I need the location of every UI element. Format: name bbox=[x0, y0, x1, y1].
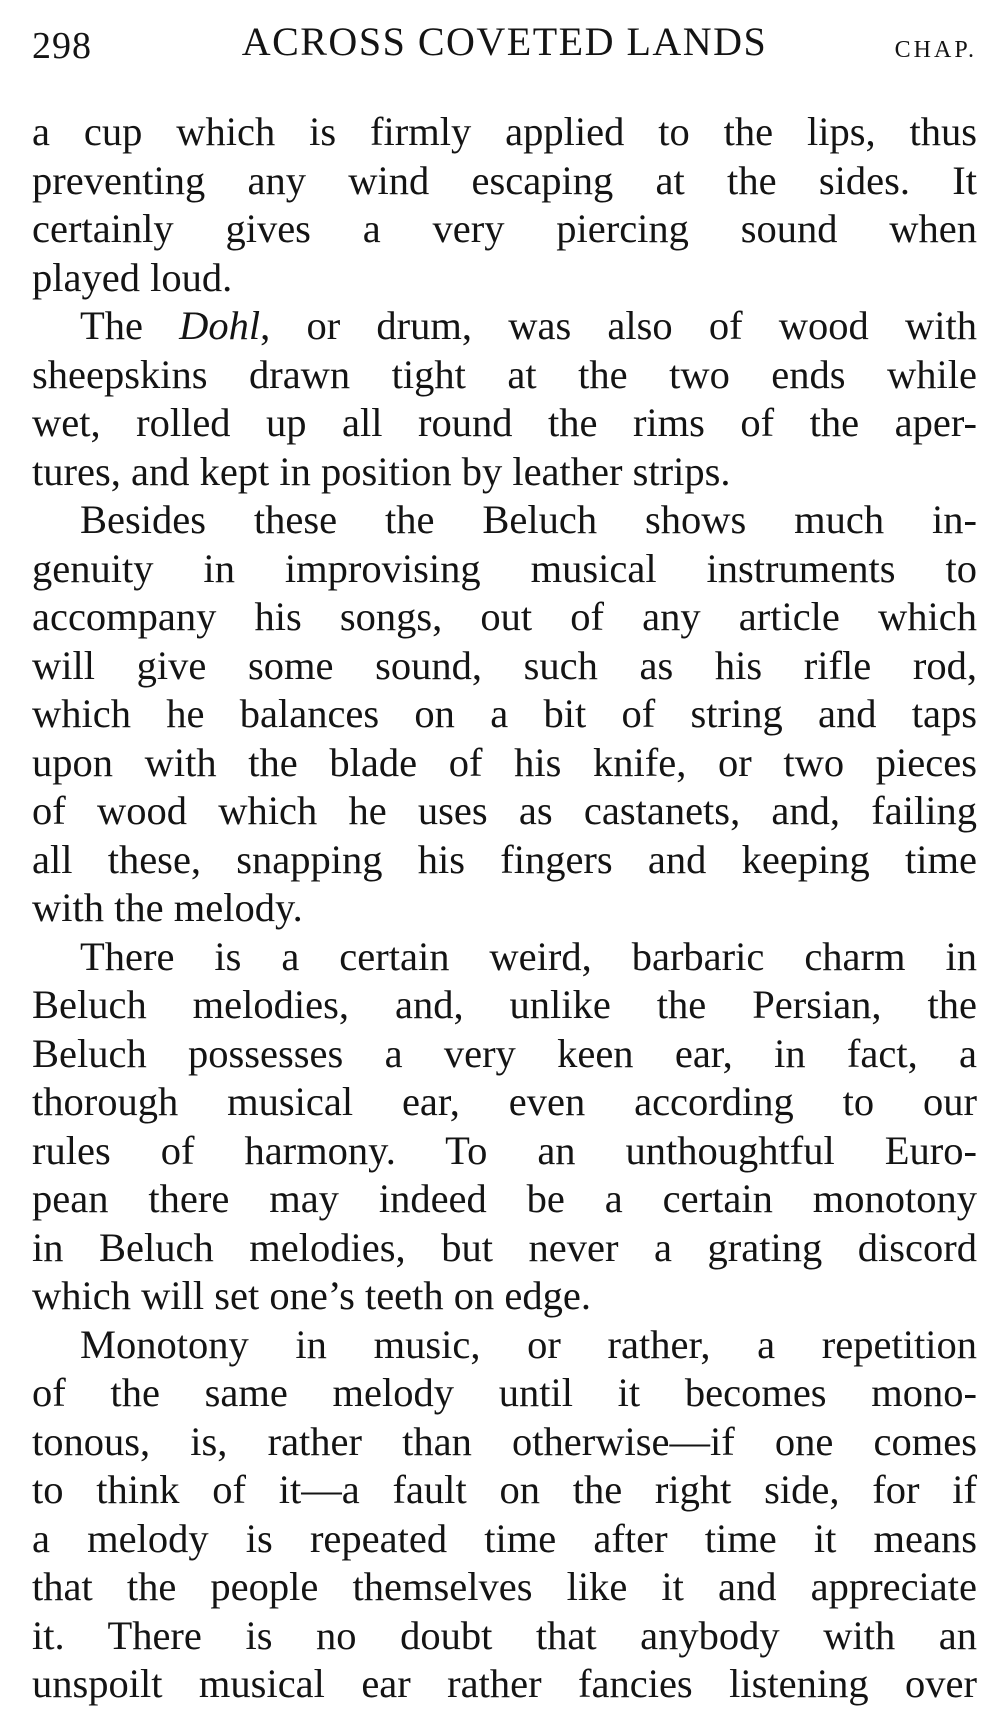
text-line: upon with the blade of his knife, or two pieces bbox=[32, 739, 977, 785]
paragraph bbox=[32, 1321, 977, 1709]
text-line: tonous, is, rather than otherwise—if one comes bbox=[32, 1418, 977, 1464]
italic-term: Dohl bbox=[179, 303, 261, 348]
text-line: Monotony in music, or rather, a repetition bbox=[80, 1321, 977, 1367]
text-line: which he balances on a bit of string and taps bbox=[32, 691, 977, 736]
body-text bbox=[32, 108, 977, 1709]
text-line: pean there may indeed be a certain monotony bbox=[32, 1176, 977, 1221]
running-header bbox=[32, 18, 977, 78]
text-line: tures, and kept in position by leather strips. bbox=[32, 448, 731, 494]
text-line: There is a certain weird, barbaric charm in bbox=[80, 933, 977, 979]
book-page bbox=[32, 0, 977, 1709]
paragraph bbox=[32, 108, 977, 302]
text-line: all these, snapping his fingers and keeping time bbox=[32, 836, 977, 882]
running-title: ACROSS COVETED LANDS bbox=[241, 19, 768, 64]
text-line: accompany his songs, out of any article which bbox=[32, 594, 977, 639]
text-line: preventing any wind escaping at the sides. It bbox=[32, 157, 977, 203]
text-line: of the same melody until it becomes mono- bbox=[32, 1370, 977, 1415]
text-line: which will set one’s teeth on edge. bbox=[32, 1273, 591, 1318]
text-line: to think of it—a fault on the right side, for if bbox=[32, 1467, 977, 1512]
text-line: rules of harmony. To an unthoughtful Euro- bbox=[32, 1127, 977, 1173]
text-line: thorough musical ear, even according to our bbox=[32, 1079, 977, 1124]
text-line: of wood which he uses as castanets, and, failing bbox=[32, 788, 977, 833]
text-line: will give some sound, such as his rifle rod, bbox=[32, 642, 977, 688]
chapter-label: CHAP. bbox=[894, 37, 977, 63]
text-line: a melody is repeated time after time it means bbox=[32, 1515, 977, 1561]
text-line: genuity in improvising musical instruments to bbox=[32, 545, 977, 591]
paragraph bbox=[32, 933, 977, 1321]
text-line: wet, rolled up all round the rims of the aper- bbox=[32, 400, 977, 445]
text-line: sheepskins drawn tight at the two ends while bbox=[32, 351, 977, 397]
text-line: in Beluch melodies, but never a grating discord bbox=[32, 1224, 977, 1270]
text-line: Beluch possesses a very keen ear, in fact, a bbox=[32, 1030, 977, 1076]
text-line: it. There is no doubt that anybody with an bbox=[32, 1612, 977, 1658]
text-run: The bbox=[80, 303, 180, 348]
paragraph bbox=[32, 496, 977, 933]
text-line bbox=[32, 302, 977, 351]
page-number: 298 bbox=[32, 25, 92, 67]
text-run: , or drum, was also of wood with bbox=[260, 303, 978, 348]
text-line: with the melody. bbox=[32, 885, 303, 930]
text-line: a cup which is firmly applied to the lips, thus bbox=[32, 109, 977, 154]
paragraph bbox=[32, 302, 977, 496]
text-line: certainly gives a very piercing sound when bbox=[32, 206, 977, 251]
text-line: unspoilt musical ear rather fancies listening over bbox=[32, 1661, 977, 1706]
text-line: Besides these the Beluch shows much in- bbox=[80, 497, 977, 542]
text-line: Beluch melodies, and, unlike the Persian, the bbox=[32, 982, 977, 1027]
text-line: that the people themselves like it and appreciate bbox=[32, 1564, 977, 1609]
text-line: played loud. bbox=[32, 254, 233, 300]
